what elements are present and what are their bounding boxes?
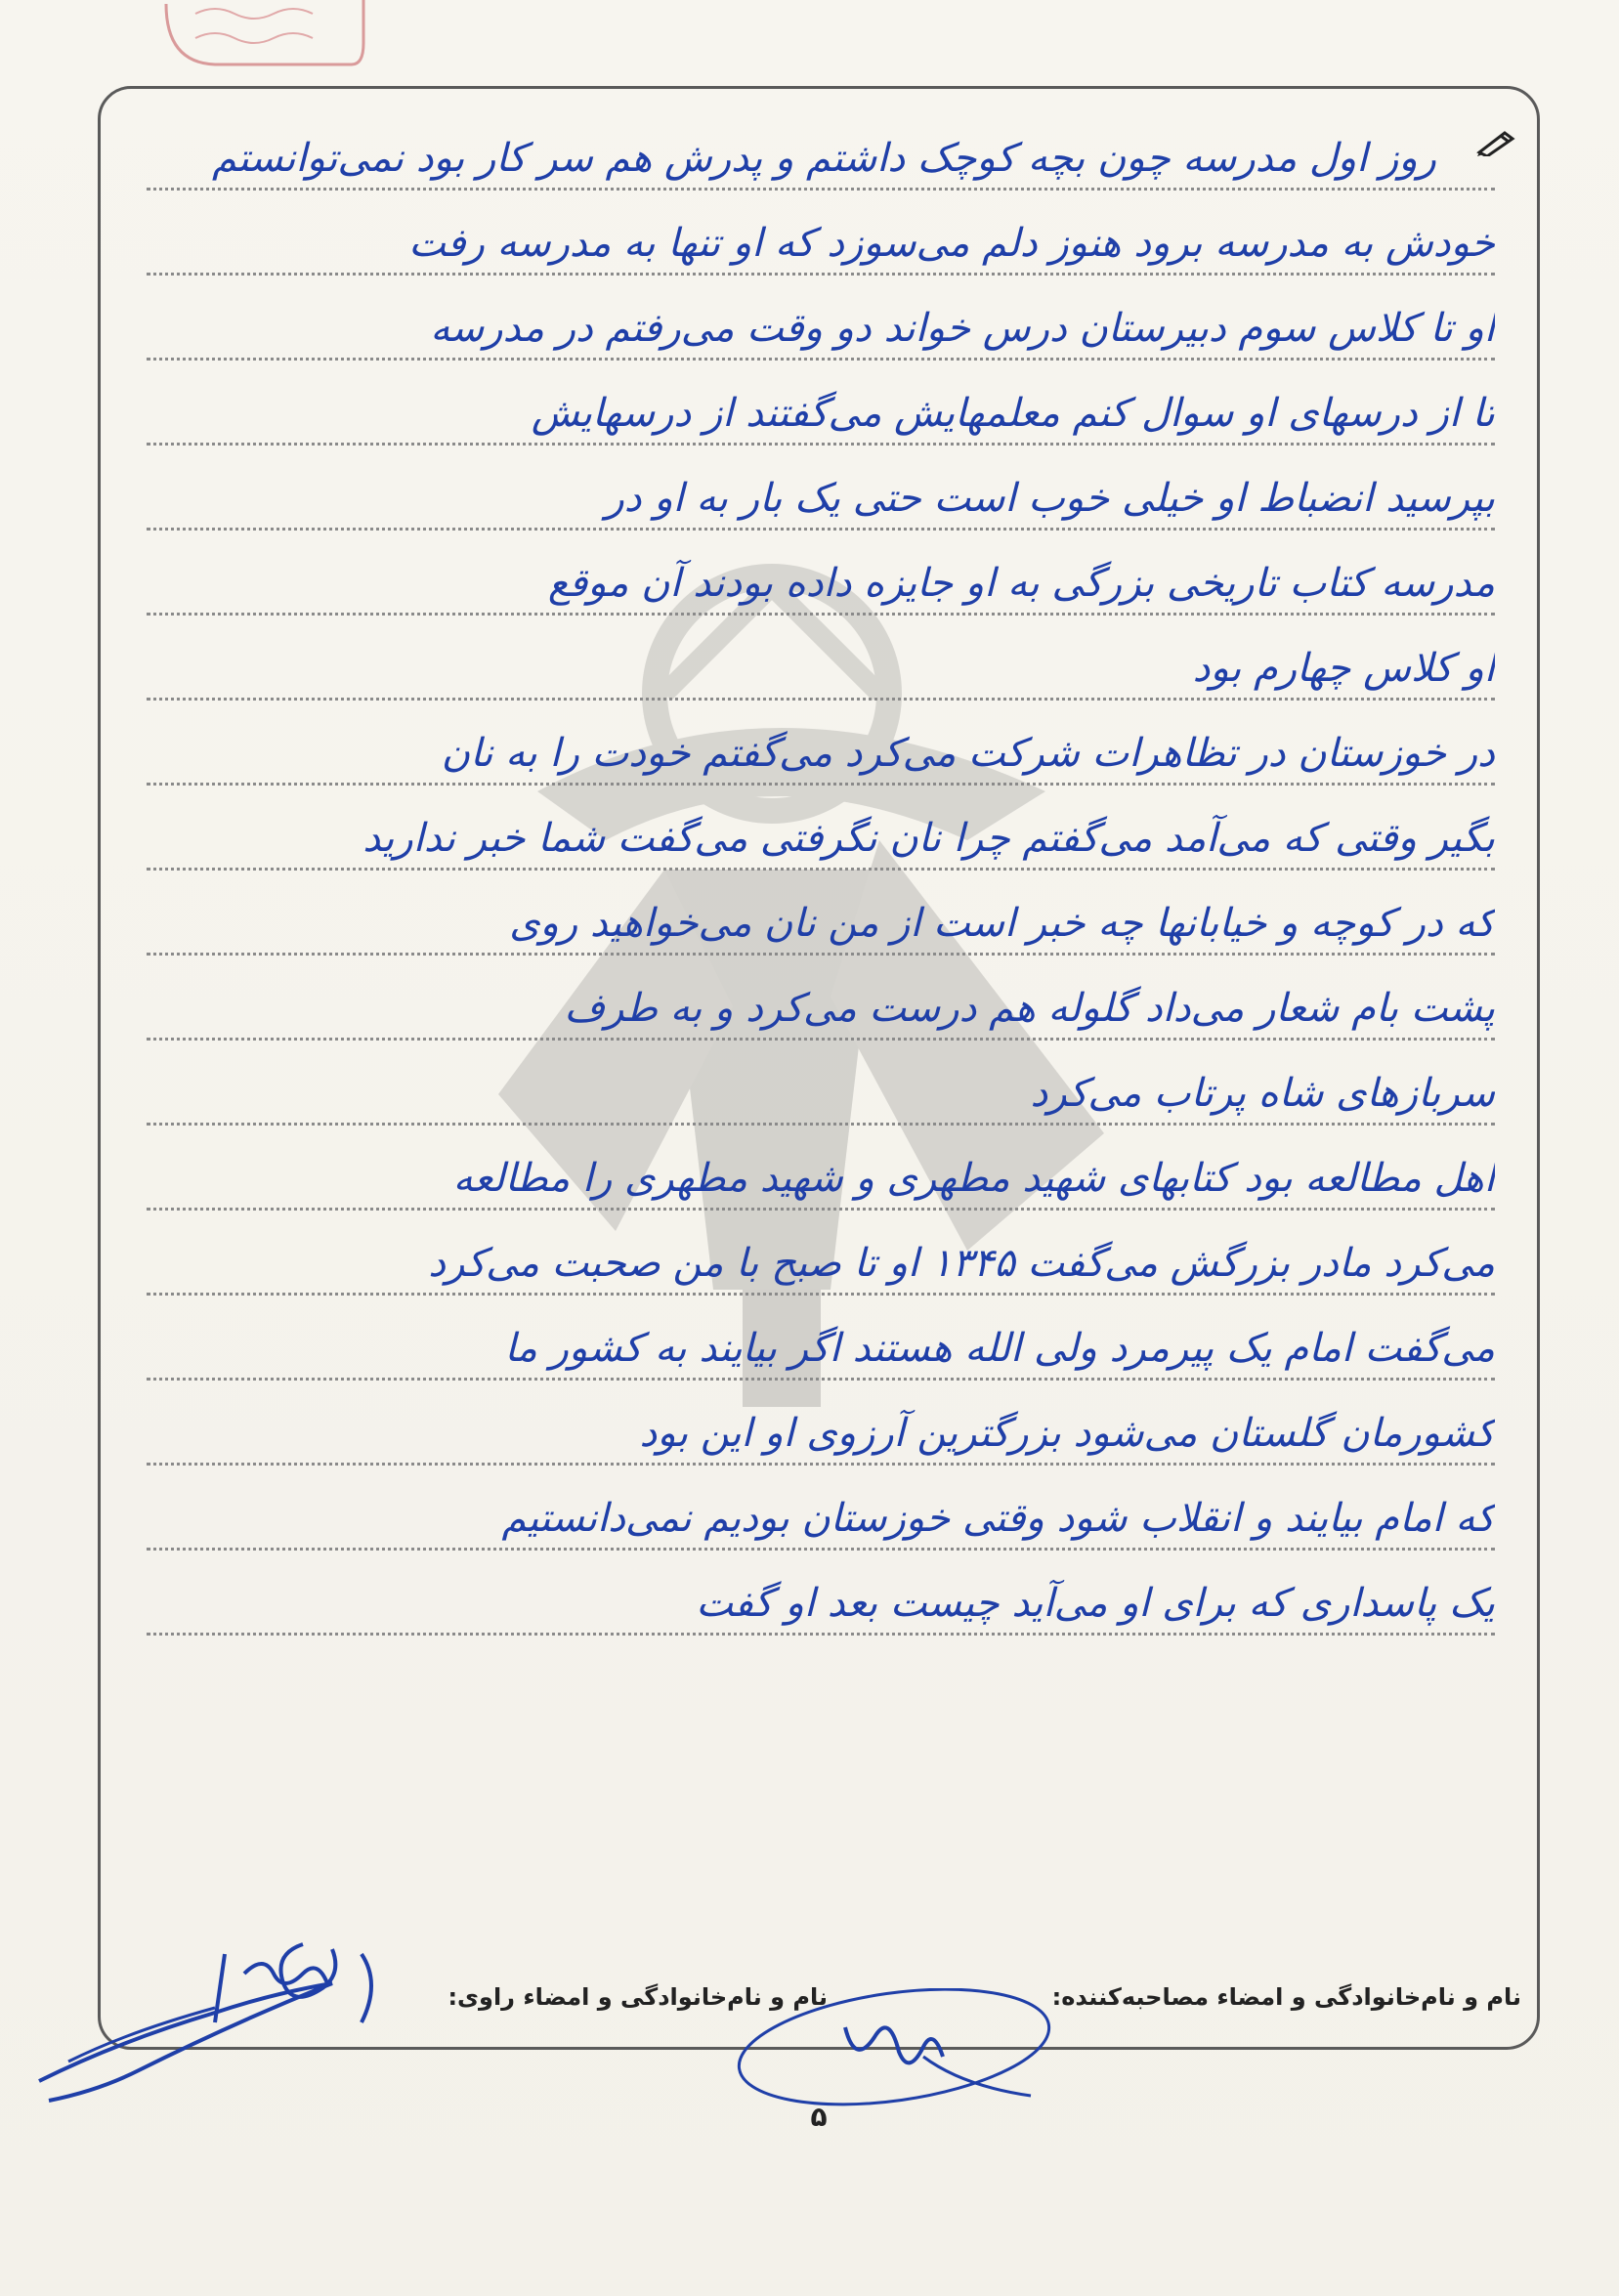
ruled-line [147, 1551, 1495, 1636]
handwritten-line: او تا کلاس سوم دبیرستان درس خواند دو وقت می‌رفتم در مدرسه [430, 306, 1495, 351]
handwritten-line: کشورمان گلستان می‌شود بزرگترین آرزوی او این بود [639, 1411, 1495, 1456]
ruled-line [147, 106, 1495, 191]
handwritten-line: در خوزستان در تظاهرات شرکت می‌کرد می‌گفتم خودت را به نان [441, 731, 1495, 776]
handwritten-line: یک پاسداری که برای او می‌آید چیست بعد او گفت [696, 1581, 1495, 1626]
handwritten-line: اهل مطالعه بود کتابهای شهید مطهری و شهید مطهری را مطالعه [452, 1156, 1495, 1201]
narrator-signature-label: نام و نام‌خانوادگی و امضاء راوی: [447, 1983, 828, 2011]
handwritten-line: می‌کرد مادر بزرگش می‌گفت ۱۳۴۵ او تا صبح با من صحبت می‌کرد [428, 1241, 1495, 1286]
ruled-line [147, 1466, 1495, 1551]
ruled-line [147, 446, 1495, 531]
ruled-line [147, 1296, 1495, 1381]
handwritten-line: روز اول مدرسه چون بچه کوچک داشتم و پدرش هم سر کار بود نمی‌توانستم [211, 136, 1436, 181]
ruled-line [147, 956, 1495, 1041]
ruled-line [147, 1381, 1495, 1466]
ruled-line [147, 276, 1495, 361]
interviewer-signature-label: نام و نام‌خانوادگی و امضاء مصاحبه‌کننده: [1051, 1983, 1521, 2011]
corner-stamp-icon [156, 0, 371, 72]
ruled-line [147, 701, 1495, 786]
ruled-line [147, 531, 1495, 616]
handwritten-line: که امام بیایند و انقلاب شود وقتی خوزستان بودیم نمی‌دانستیم [501, 1496, 1495, 1541]
handwritten-line: او کلاس چهارم بود [1192, 646, 1495, 691]
ruled-line [147, 1041, 1495, 1126]
handwritten-line: که در کوچه و خیابانها چه خبر است از من نان می‌خواهید روی [509, 901, 1495, 946]
handwritten-line: مدرسه کتاب تاریخی بزرگی به او جایزه داده بودند آن موقع [547, 561, 1495, 606]
handwritten-line: خودش به مدرسه برود هنوز دلم می‌سوزد که او تنها به مدرسه رفت [408, 221, 1495, 266]
interviewer-signature-icon [728, 1988, 1060, 2135]
handwritten-line: تا از درسهای او سوال کنم معلمهایش می‌گفتند از درسهایش [531, 391, 1495, 436]
handwritten-line: بگیر وقتی که می‌آمد می‌گفتم چرا نان نگرفتی می‌گفت شما خبر ندارید [362, 816, 1495, 861]
handwritten-line: پشت بام شعار می‌داد گلوله هم درست می‌کرد و به طرف [564, 986, 1495, 1031]
ruled-line [147, 361, 1495, 446]
page-number: ۵ [810, 2101, 828, 2133]
ruled-line [147, 786, 1495, 871]
ruled-line [147, 1126, 1495, 1211]
handwritten-line: سربازهای شاه پرتاب می‌کرد [1030, 1071, 1495, 1116]
ruled-line [147, 616, 1495, 701]
handwritten-line: بپرسید انضباط او خیلی خوب است حتی یک بار به او در [605, 476, 1495, 521]
ruled-lines [147, 106, 1495, 1636]
ruled-line [147, 1211, 1495, 1296]
narrator-signature-icon [10, 1915, 420, 2110]
ruled-line [147, 871, 1495, 956]
ruled-line [147, 191, 1495, 276]
handwritten-line: می‌گفت امام یک پیرمرد ولی الله هستند اگر بیایند به کشور ما [504, 1326, 1495, 1371]
